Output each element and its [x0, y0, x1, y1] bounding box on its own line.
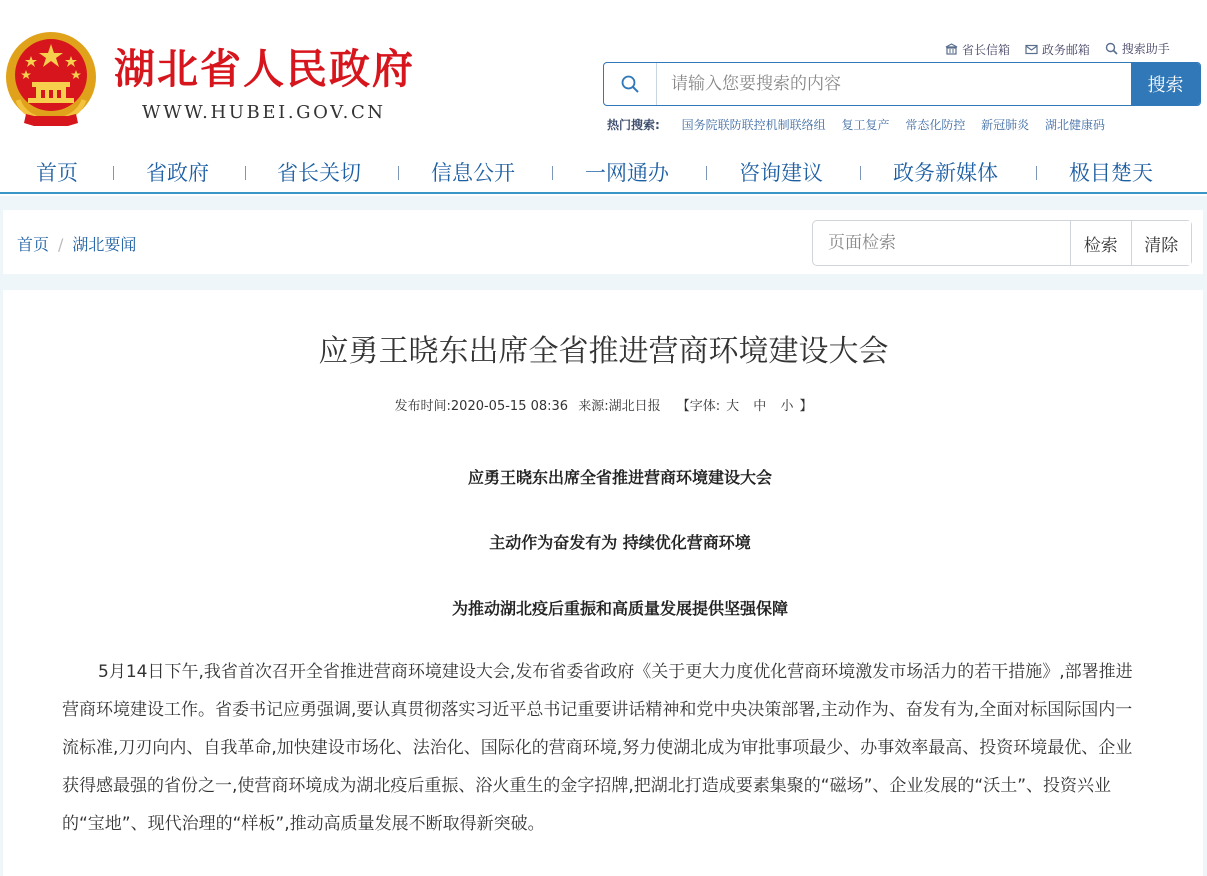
search-input[interactable] [657, 63, 1131, 105]
publish-time: 发布时间:2020-05-15 08:36 [394, 399, 569, 414]
gov-email-link[interactable] [1025, 41, 1090, 58]
hot-search-link[interactable]: 新冠肺炎 [981, 118, 1030, 132]
nav-item-consultation[interactable]: 咨询建议 [739, 161, 823, 185]
nav-divider [552, 166, 553, 180]
top-link-label: 政务邮箱 [1041, 43, 1090, 57]
top-links [945, 40, 1181, 58]
hot-search-link[interactable]: 湖北健康码 [1045, 118, 1106, 132]
governor-mailbox-link[interactable] [945, 41, 1010, 58]
national-emblem-logo[interactable] [4, 30, 98, 130]
site-name[interactable]: 湖北省人民政府 [114, 45, 415, 93]
article-subtitle: 应勇王晓东出席全省推进营商环境建设大会 [467, 468, 772, 487]
page-search [812, 220, 1192, 266]
building-icon [945, 43, 958, 55]
hot-search [607, 116, 1117, 133]
search-icon [604, 63, 657, 105]
page-search-input[interactable] [813, 221, 1070, 265]
breadcrumb [17, 232, 136, 255]
nav-divider [113, 166, 114, 180]
page-clear-button[interactable]: 清除 [1131, 221, 1192, 265]
nav-divider [860, 166, 861, 180]
font-size-medium-link[interactable]: 中 [753, 399, 767, 414]
site-header [0, 0, 1207, 150]
nav-item-provincial-government[interactable]: 省政府 [146, 161, 209, 185]
nav-divider [245, 166, 246, 180]
search-icon [1105, 42, 1118, 55]
article-subtitle: 主动作为奋发有为 持续优化营商环境 [489, 533, 751, 552]
hot-search-link[interactable]: 常态化防控 [905, 118, 966, 132]
search-assistant-link[interactable] [1105, 40, 1170, 57]
nav-item-governor-concerns[interactable]: 省长关切 [277, 161, 361, 185]
nav-divider [706, 166, 707, 180]
font-size-large-link[interactable]: 大 [726, 399, 740, 414]
nav-divider [398, 166, 399, 180]
breadcrumb-separator: / [58, 235, 64, 254]
nav-item-information-disclosure[interactable]: 信息公开 [431, 161, 515, 185]
article-title: 应勇王晓东出席全省推进营商环境建设大会 [318, 334, 889, 369]
top-link-label: 搜索助手 [1121, 42, 1170, 56]
hot-search-label: 热门搜索: [607, 118, 660, 132]
hot-search-link[interactable]: 国务院联防联控机制联络组 [681, 118, 826, 132]
breadcrumb-current-link[interactable]: 湖北要闻 [72, 235, 137, 254]
search-button[interactable]: 搜索 [1131, 63, 1200, 105]
hot-search-link[interactable]: 复工复产 [841, 118, 890, 132]
font-size-label: 【字体: [676, 399, 721, 414]
top-link-label: 省长信箱 [962, 42, 1011, 57]
nav-item-one-stop-service[interactable]: 一网通办 [585, 161, 669, 185]
mail-icon [1025, 44, 1038, 55]
article-source: 来源:湖北日报 [578, 399, 661, 414]
font-size-bracket: 】 [799, 399, 813, 414]
breadcrumb-home-link[interactable]: 首页 [17, 235, 50, 254]
article-meta [0, 395, 1207, 414]
nav-item-jimu-chutian[interactable]: 极目楚天 [1069, 161, 1153, 185]
page-search-button[interactable]: 检索 [1070, 221, 1131, 265]
site-search [603, 62, 1201, 106]
site-url: WWW.HUBEI.GOV.CN [142, 102, 386, 123]
main-nav [0, 150, 1207, 194]
nav-item-home[interactable]: 首页 [36, 161, 78, 185]
article-paragraph: 5月14日下午,我省首次召开全省推进营商环境建设大会,发布省委省政府《关于更大力度优化营商环境激发市场活力的若干措施》,部署推进营商环境建设工作。省委书记应勇强调,要认真贯彻落实习近平总书记重要讲话精神和党中央决策部署,主动作为、奋发有为,全面对标国际国内一流标准,刀刃向内、自我革命,加快建设市场化、法治化、国际化的营商环境,努力使湖北成为审批事项最少、办事效率最高、投资环境最优、企业获得感最强的省份之一,使营商环境成为湖北疫后重振、浴火重生的金字招牌,把湖北打造成要素集聚的“磁场”、企业发展的“沃土”、投资兴业的“宝地”、现代治理的“样板”,推动高质量发展不断取得新突破。 [62, 662, 1133, 834]
nav-item-new-media[interactable]: 政务新媒体 [893, 161, 998, 185]
article-subtitle: 为推动湖北疫后重振和高质量发展提供坚强保障 [451, 599, 788, 618]
nav-divider [1036, 166, 1037, 180]
font-size-small-link[interactable]: 小 [780, 399, 794, 414]
